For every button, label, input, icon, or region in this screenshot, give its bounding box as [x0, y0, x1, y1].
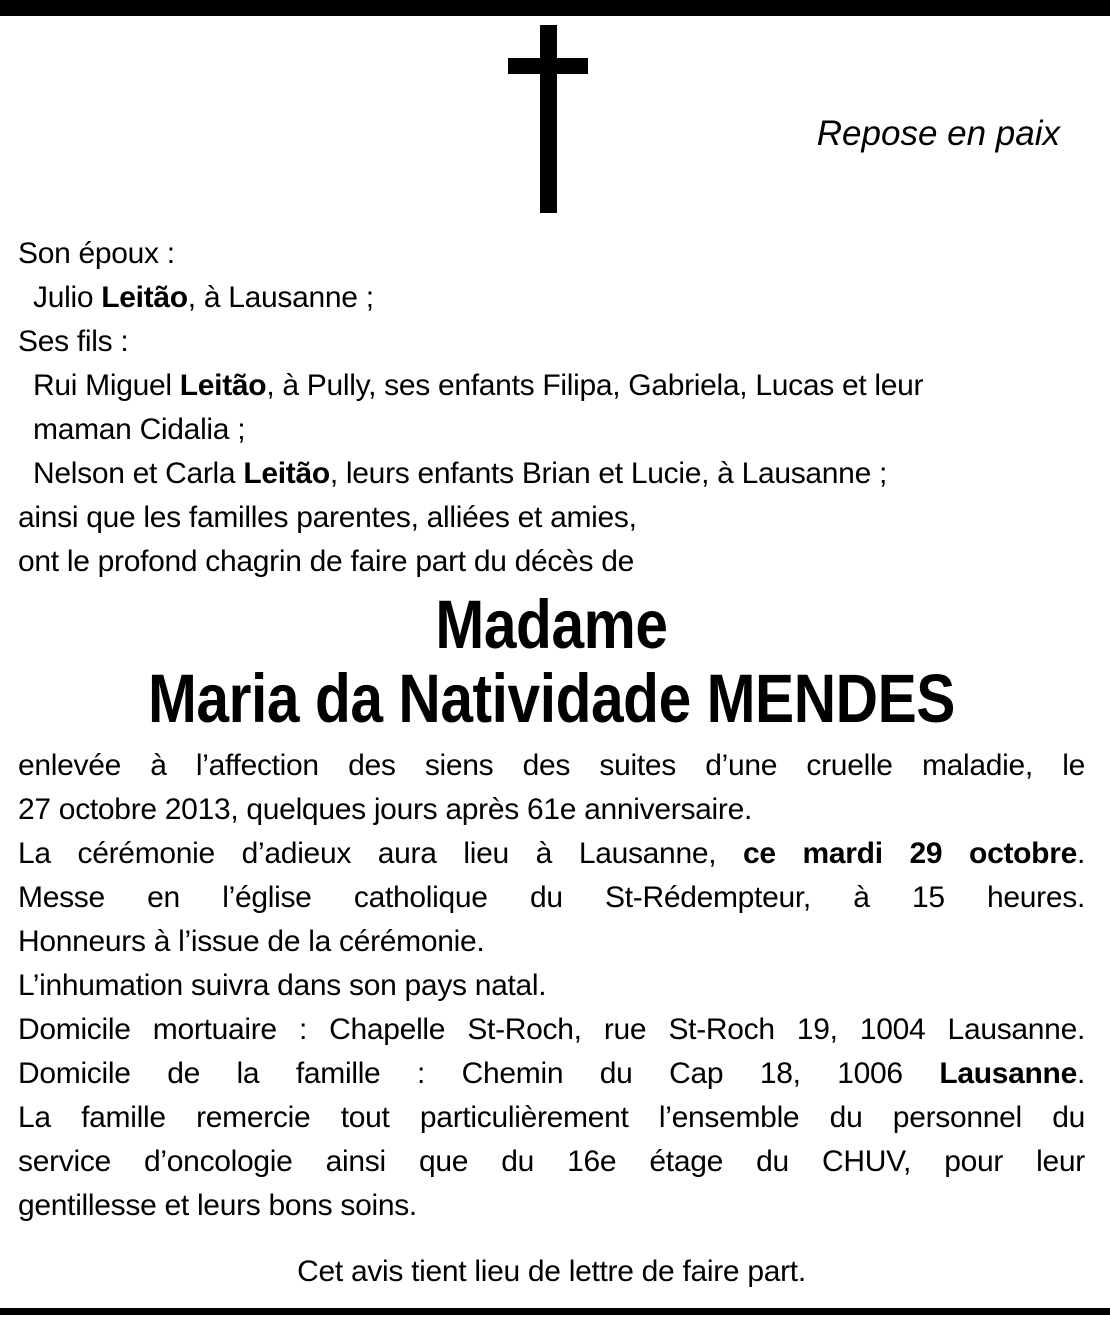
epitaph-text: Repose en paix	[816, 114, 1060, 153]
title-salutation: Madame	[435, 586, 668, 663]
text-line	[18, 540, 1085, 584]
plain-text: .	[1076, 837, 1086, 870]
closing-statement: Cet avis tient lieu de lettre de faire part.	[297, 1255, 806, 1288]
text-line	[18, 832, 1085, 876]
plain-text: Rui Miguel	[33, 369, 180, 402]
text-line	[18, 1184, 1085, 1228]
plain-text: , à Pully, ses enfants Filipa, Gabriela, Lucas et leur	[266, 369, 924, 402]
plain-text: , leurs enfants Brian et Lucie, à Lausanne ;	[329, 457, 888, 490]
plain-text: maman Cidalia ;	[33, 413, 246, 446]
plain-text: Nelson et Carla	[33, 457, 244, 490]
text-line	[18, 364, 1085, 408]
emphasized-text: Leitão	[179, 369, 267, 402]
plain-text: L’inhumation suivra dans son pays natal.	[18, 969, 547, 1002]
plain-text: Domicile de la famille : Chemin du Cap 18, 1006	[18, 1057, 940, 1090]
deceased-title-block	[18, 588, 1085, 736]
plain-text: Son époux :	[18, 237, 175, 270]
plain-text: gentillesse et leurs bons soins.	[18, 1189, 417, 1222]
funeral-details-block	[18, 744, 1085, 1228]
plain-text: Honneurs à l’issue de la cérémonie.	[18, 925, 485, 958]
top-border-rule	[0, 0, 1110, 16]
emphasized-text: Lausanne	[939, 1057, 1077, 1090]
text-line	[18, 1096, 1085, 1140]
text-line	[18, 1052, 1085, 1096]
text-line	[18, 920, 1085, 964]
text-line	[18, 876, 1085, 920]
plain-text: Julio	[33, 281, 102, 314]
plain-text: 27 octobre 2013, quelques jours après 61e anniversaire.	[18, 793, 752, 826]
text-line	[18, 788, 1085, 832]
plain-text: .	[1076, 1057, 1085, 1090]
emphasized-text: Leitão	[243, 457, 330, 490]
text-line	[18, 964, 1085, 1008]
plain-text: Messe en l’église catholique du St-Rédempteur, à 15 heures.	[18, 881, 1085, 914]
emphasized-text: ce mardi 29 octobre	[743, 837, 1077, 870]
plain-text: Domicile mortuaire : Chapelle St-Roch, rue St-Roch 19, 1004 Lausanne.	[18, 1013, 1085, 1046]
text-line	[18, 1140, 1085, 1184]
plain-text: La cérémonie d’adieux aura lieu à Lausanne,	[18, 837, 744, 870]
text-line	[18, 320, 1085, 364]
deceased-name: Maria da Natividade MENDES	[147, 660, 956, 737]
text-line	[18, 1008, 1085, 1052]
plain-text: , à Lausanne ;	[187, 281, 374, 314]
plain-text: La famille remercie tout particulièrement l’ensemble du personnel du	[18, 1101, 1085, 1134]
family-intro-block	[18, 232, 1085, 584]
text-line	[18, 408, 1085, 452]
cross-vertical-bar	[540, 25, 557, 213]
plain-text: Ses fils :	[18, 325, 129, 358]
text-line	[18, 452, 1085, 496]
plain-text: service d’oncologie ainsi que du 16e étage du CHUV, pour leur	[18, 1145, 1085, 1178]
plain-text: ainsi que les familles parentes, alliées et amies,	[18, 501, 637, 534]
cross-horizontal-bar	[508, 58, 588, 74]
text-line	[18, 496, 1085, 540]
notice-content	[18, 232, 1085, 1294]
plain-text: enlevée à l’affection des siens des suites d’une cruelle maladie, le	[18, 749, 1085, 782]
text-line	[18, 276, 1085, 320]
bottom-border-rule	[0, 1308, 1110, 1315]
text-line	[18, 744, 1085, 788]
emphasized-text: Leitão	[101, 281, 188, 314]
plain-text: ont le profond chagrin de faire part du décès de	[18, 545, 635, 578]
text-line	[18, 232, 1085, 276]
